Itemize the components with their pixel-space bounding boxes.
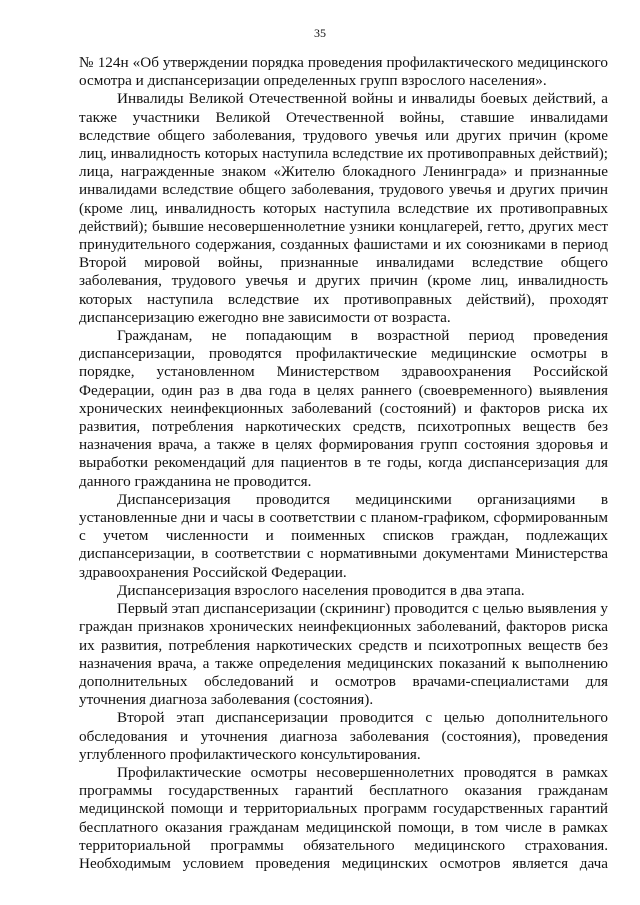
- document-body: [79, 54, 608, 873]
- paragraph-two-stages: Диспансеризация взрослого населения проводится в два этапа.: [117, 581, 525, 599]
- page-number: 35: [314, 26, 326, 40]
- paragraph-preventive-exams: Гражданам, не попадающим в возрастной период проведения диспансеризации, проводятся профилактические медицинские осмотры в порядке, установленном Министерством здравоохранения Российской Федерации, один раз в два года в целях раннего (своевременного) выявления хронических неинфекционных заболеваний (состояний) и факторов риска их развития, потребления наркотических средств, психотропных веществ без назначения врача, а также в целях формирования групп состояния здоровья и выработки рекомендаций для пациентов в те годы, когда диспансеризация для данного гражданина не проводится.: [79, 327, 608, 490]
- paragraph-war-invalids: Инвалиды Великой Отечественной войны и инвалиды боевых действий, а также участники Великой Отечественной войны, ставшие инвалидами вследствие общего заболевания, трудового увечья или других причин (кроме лиц, инвалидность которых наступила вследствие их противоправных действий); лица, награжденные знаком «Жителю блокадного Ленинграда» и признанные инвалидами вследствие общего заболевания, трудового увечья и других причин (кроме лиц, инвалидность которых наступила вследствие их противоправных действий); бывшие несовершеннолетние узники концлагерей, гетто, других мест принудительного содержания, созданных фашистами и их союзниками в период Второй мировой войны, признанные инвалидами вследствие общего заболевания, трудового увечья и других причин (кроме лиц, инвалидность которых наступила вследствие их противоправных действий), проходят диспансеризацию ежегодно вне зависимости от возраста.: [79, 90, 608, 326]
- paragraph-first-stage: Первый этап диспансеризации (скрининг) проводится с целью выявления у граждан признаков хронических неинфекционных заболеваний, факторов риска их развития, потребления наркотических средств и психотропных веществ без назначения врача, а также определения медицинских показаний к выполнению дополнительных обследований и осмотров врачами-специалистами для уточнения диагноза заболевания (состояния).: [79, 600, 608, 709]
- paragraph-minors-exams: Профилактические осмотры несовершеннолетних проводятся в рамках программы государственных гарантий бесплатного оказания гражданам медицинской помощи и территориальных программ государственных гарантий бесплатного оказания гражданам медицинской помощи, в том числе в рамках территориальной программы обязательного медицинского страхования. Необходимым условием проведения медицинских осмотров является дача: [79, 763, 608, 872]
- paragraph-second-stage: Второй этап диспансеризации проводится с целью дополнительного обследования и уточнения диагноза заболевания (состояния), проведения углубленного профилактического консультирования.: [79, 709, 608, 763]
- paragraph-order-reference: № 124н «Об утверждении порядка проведения профилактического медицинского осмотра и диспансеризации определенных групп взрослого населения».: [79, 54, 608, 90]
- paragraph-schedule: Диспансеризация проводится медицинскими организациями в установленные дни и часы в соответствии с планом-графиком, сформированным с учетом численности и поименных списков граждан, подлежащих диспансеризации, в соответствии с нормативными документами Министерства здравоохранения Российской Федерации.: [79, 490, 608, 581]
